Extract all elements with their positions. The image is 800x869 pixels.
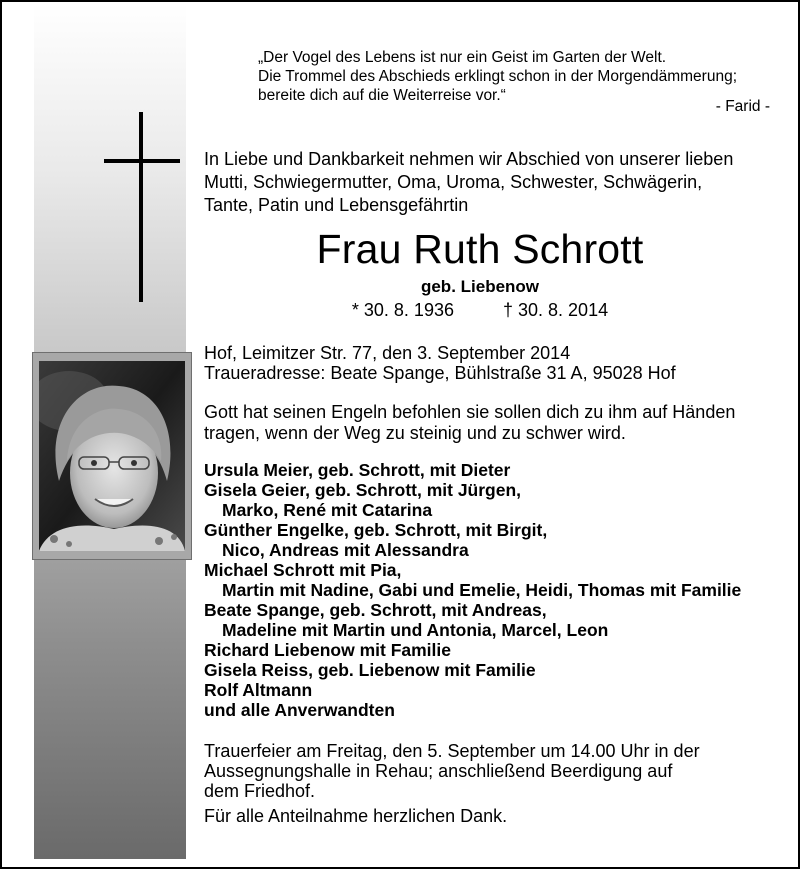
portrait-photo: [39, 361, 185, 551]
service-line: Aussegnungshalle in Rehau; anschließend Beerdigung auf: [204, 761, 673, 781]
verse-line: tragen, wenn der Weg zu steinig und zu schwer wird.: [204, 423, 626, 443]
mourning-address: Traueradresse: Beate Spange, Bühlstraße 31 A, 95028 Hof: [204, 363, 676, 383]
mourner-line: Marko, René mit Catarina: [222, 500, 433, 520]
intro-line: In Liebe und Dankbarkeit nehmen wir Abschied von unserer lieben: [204, 149, 734, 169]
intro-text: [204, 148, 774, 217]
service-line: dem Friedhof.: [204, 781, 316, 801]
place-date-line: Hof, Leimitzer Str. 77, den 3. September 2014: [204, 343, 571, 363]
mourner-line: Gisela Geier, geb. Schrott, mit Jürgen,: [204, 480, 522, 500]
mourner-line: Gisela Reiss, geb. Liebenow mit Familie: [204, 660, 536, 680]
poem-quote: [258, 48, 778, 105]
funeral-service-info: [204, 741, 774, 801]
mourner-line: Richard Liebenow mit Familie: [204, 640, 451, 660]
mourner-line: Michael Schrott mit Pia,: [204, 560, 402, 580]
quote-line: Die Trommel des Abschieds erklingt schon in der Morgendämmerung;: [258, 68, 738, 85]
mourner-line: Madeline mit Martin und Antonia, Marcel, Leon: [222, 620, 609, 640]
quote-line: „Der Vogel des Lebens ist nur ein Geist im Garten der Welt.: [258, 49, 667, 66]
mourner-line: Ursula Meier, geb. Schrott, mit Dieter: [204, 460, 511, 480]
thanks-text: Für alle Anteilnahme herzlichen Dank.: [204, 806, 508, 826]
life-dates: [202, 300, 758, 321]
quote-line: bereite dich auf die Weiterreise vor.“: [258, 87, 506, 104]
quote-author: - Farid -: [715, 98, 770, 115]
mourner-line: Martin mit Nadine, Gabi und Emelie, Heidi, Thomas mit Familie: [222, 580, 742, 600]
deceased-name: Frau Ruth Schrott: [316, 226, 644, 272]
birth-date: * 30. 8. 1936: [351, 300, 454, 320]
mourner-line: Beate Spange, geb. Schrott, mit Andreas,: [204, 600, 547, 620]
mourner-line: Günther Engelke, geb. Schrott, mit Birgit,: [204, 520, 548, 540]
mourners-list: [204, 460, 784, 720]
intro-line: Mutti, Schwiegermutter, Oma, Uroma, Schwester, Schwägerin,: [204, 172, 703, 192]
death-date: † 30. 8. 2014: [503, 300, 609, 320]
cross-icon: [139, 112, 143, 302]
intro-line: Tante, Patin und Lebensgefährtin: [204, 195, 469, 215]
service-line: Trauerfeier am Freitag, den 5. September um 14.00 Uhr in der: [204, 741, 700, 761]
bible-verse: [204, 402, 774, 444]
cross-icon-bar: [104, 159, 180, 163]
mourner-line: und alle Anverwandten: [204, 700, 395, 720]
mourner-line: Nico, Andreas mit Alessandra: [222, 540, 469, 560]
verse-line: Gott hat seinen Engeln befohlen sie sollen dich zu ihm auf Händen: [204, 402, 736, 422]
mourner-line: Rolf Altmann: [204, 680, 313, 700]
maiden-name: geb. Liebenow: [420, 277, 540, 296]
portrait-frame: [32, 352, 192, 560]
place-and-address: [204, 343, 774, 383]
portrait-image: [39, 361, 185, 551]
